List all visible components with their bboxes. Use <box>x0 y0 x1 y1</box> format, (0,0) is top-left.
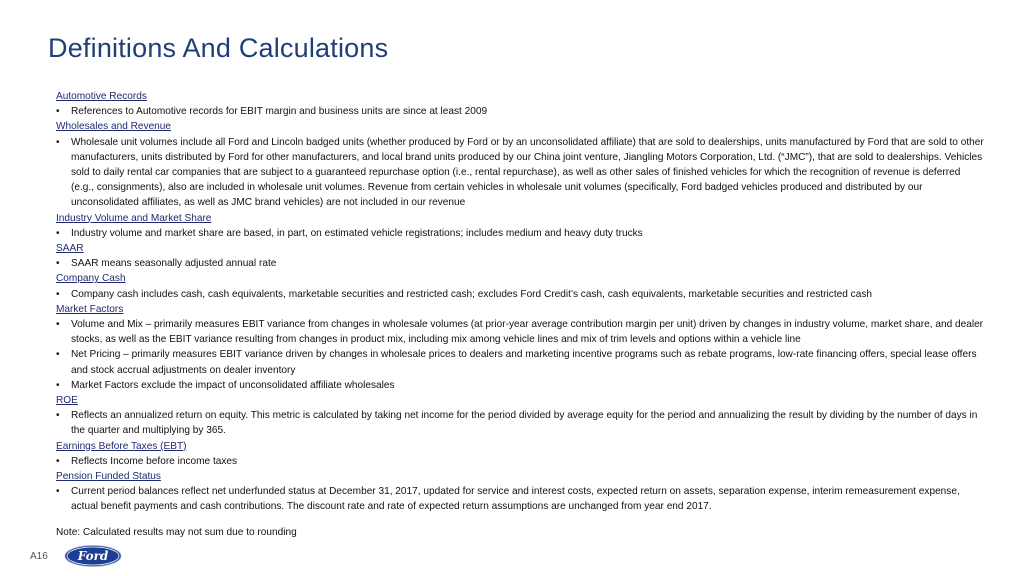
ford-logo <box>64 545 122 567</box>
rounding-note: Note: Calculated results may not sum due to rounding <box>56 526 297 538</box>
bullet-item: • Current period balances reflect net underfunded status at December 31, 2017, updated for service and interest costs, expected return on assets, separation expense, interim remeasurement expense, actual benefit payments and cash contributions. The discount rate and rate of expected return assumptions are unchanged from year end 2017. <box>56 484 986 514</box>
bullet-item: • Wholesale unit volumes include all Ford and Lincoln badged units (whether produced by Ford or by an unconsolidated affiliate) that are sold to dealerships, units manufactured by Ford that are sold to other manufacturers, units distributed by Ford for other manufacturers, and local brand units produced by our China joint venture, Jiangling Motors Corporation, Ltd. (“JMC”), that are sold to dealerships. Vehicles sold to daily rental car companies that are subject to a guaranteed repurchase option (i.e., rental repurchase), as well as other sales of finished vehicles for which the recognition of revenue is deferred (e.g., consignments), also are included in wholesale unit volumes. Revenue from certain vehicles in wholesale unit volumes (specifically, Ford badged vehicles produced and distributed by our unconsolidated affiliates, as well as JMC brand vehicles) are not included in our revenue <box>56 135 986 211</box>
section-heading: Automotive Records <box>56 91 147 102</box>
section-heading: Earnings Before Taxes (EBT) <box>56 440 187 452</box>
section-heading: ROE <box>56 395 78 407</box>
definitions-content <box>56 89 986 540</box>
bullet-item: • Company cash includes cash, cash equivalents, marketable securities and restricted cash; excludes Ford Credit’s cash, cash equivalents, marketable securities and restricted cash <box>56 287 986 302</box>
definitions-list <box>56 89 986 515</box>
bullet-item: • Volume and Mix – primarily measures EBIT variance from changes in wholesale volumes (at prior-year average contribution margin per unit) driven by changes in industry volume, market share, and dealer stocks, as well as the EBIT variance resulting from changes in product mix, including mix among vehicle lines and mix of trim levels and options within a vehicle line <box>56 317 986 347</box>
page-number: A16 <box>30 551 48 562</box>
bullet-item: • Market Factors exclude the impact of unconsolidated affiliate wholesales <box>56 378 986 393</box>
bullet-item: • Reflects an annualized return on equity. This metric is calculated by taking net income for the period divided by average equity for the period and annualizing the result by dividing by the number of days in the quarter and multiplying by 365. <box>56 408 986 438</box>
bullet-item: • Net Pricing – primarily measures EBIT variance driven by changes in wholesale prices to dealers and marketing incentive programs such as rebate programs, low-rate financing offers, special lease offers and stock accrual adjustments on dealer inventory <box>56 347 986 377</box>
bullet-item: • SAAR means seasonally adjusted annual rate <box>56 256 986 271</box>
section-heading: Market Factors <box>56 303 124 315</box>
page-title: Definitions And Calculations <box>48 33 389 63</box>
section-heading: SAAR <box>56 243 84 255</box>
bullet-item: • Reflects Income before income taxes <box>56 454 986 469</box>
bullet-item: • References to Automotive records for EBIT margin and business units are since at least 2009 <box>56 104 986 119</box>
section-heading: Company Cash <box>56 273 126 285</box>
section-heading: Industry Volume and Market Share <box>56 212 212 224</box>
section-heading: Wholesales and Revenue <box>56 121 172 133</box>
ford-logo-text: Ford <box>77 549 109 563</box>
section-heading: Pension Funded Status <box>56 471 161 483</box>
bullet-item: • Industry volume and market share are based, in part, on estimated vehicle registrations; includes medium and heavy duty trucks <box>56 226 986 241</box>
